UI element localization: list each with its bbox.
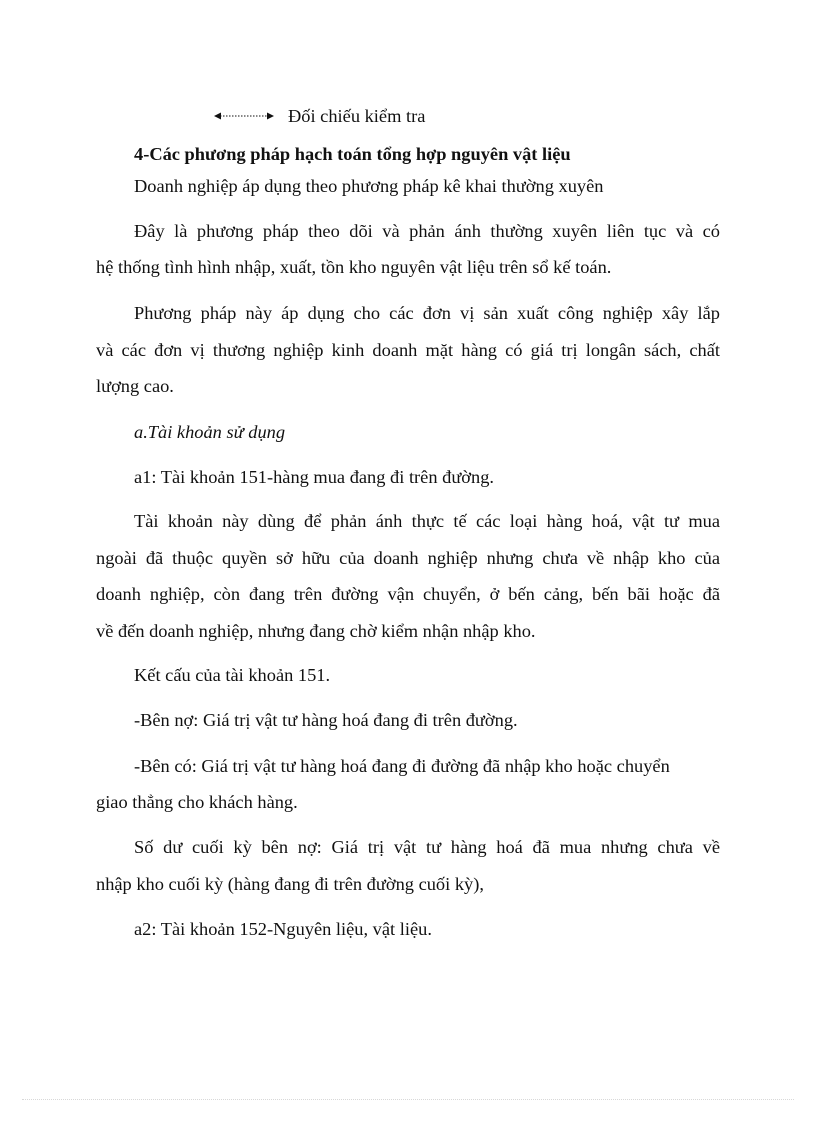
subheading-accounts: a.Tài khoản sử dụng [134, 422, 286, 442]
para3-line4: về đến doanh nghiệp, nhưng đang chờ kiểm nhận nhập kho. [96, 621, 536, 641]
debit-line: -Bên nợ: Giá trị vật tư hàng hoá đang đi trên đường. [134, 710, 518, 730]
credit-line2: giao thẳng cho khách hàng. [96, 792, 298, 812]
account-151-title: a1: Tài khoản 151-hàng mua đang đi trên đường. [134, 467, 495, 487]
reconcile-label: Đối chiếu kiểm tra [288, 106, 426, 126]
reconcile-row [214, 106, 514, 126]
balance-line1: Số dư cuối kỳ bên nợ: Giá trị vật tư hàng hoá đã mua nhưng chưa về [134, 837, 720, 857]
para3-line1: Tài khoản này dùng để phản ánh thực tế các loại hàng hoá, vật tư mua [134, 511, 720, 531]
intro-line: Doanh nghiệp áp dụng theo phương pháp kê khai thường xuyên [134, 176, 604, 196]
structure-line: Kết cấu của tài khoản 151. [134, 665, 331, 685]
para1-line2: hệ thống tình hình nhập, xuất, tồn kho nguyên vật liệu trên sổ kế toán. [96, 257, 612, 277]
para3-line3: doanh nghiệp, còn đang trên đường vận chuyển, ở bến cảng, bến bãi hoặc đã [96, 584, 720, 604]
para3-line2: ngoài đã thuộc quyền sở hữu của doanh nghiệp nhưng chưa về nhập kho của [96, 548, 720, 568]
double-arrow-icon [214, 110, 274, 122]
para2-line2: và các đơn vị thương nghiệp kinh doanh mặt hàng có giá trị longân sách, chất [96, 340, 720, 360]
balance-line2: nhập kho cuối kỳ (hàng đang đi trên đường cuối kỳ), [96, 874, 484, 894]
para2-line3: lượng cao. [96, 376, 174, 396]
account-152-title: a2: Tài khoản 152-Nguyên liệu, vật liệu. [134, 919, 432, 939]
credit-line1: -Bên có: Giá trị vật tư hàng hoá đang đi đường đã nhập kho hoặc chuyển [134, 756, 670, 776]
section-heading: 4-Các phương pháp hạch toán tổng hợp nguyên vật liệu [134, 144, 571, 164]
footer-divider [22, 1099, 794, 1100]
para2-line1: Phương pháp này áp dụng cho các đơn vị sản xuất công nghiệp xây lắp [134, 303, 720, 323]
para1-line1: Đây là phương pháp theo dõi và phản ánh thường xuyên liên tục và có [134, 221, 720, 241]
